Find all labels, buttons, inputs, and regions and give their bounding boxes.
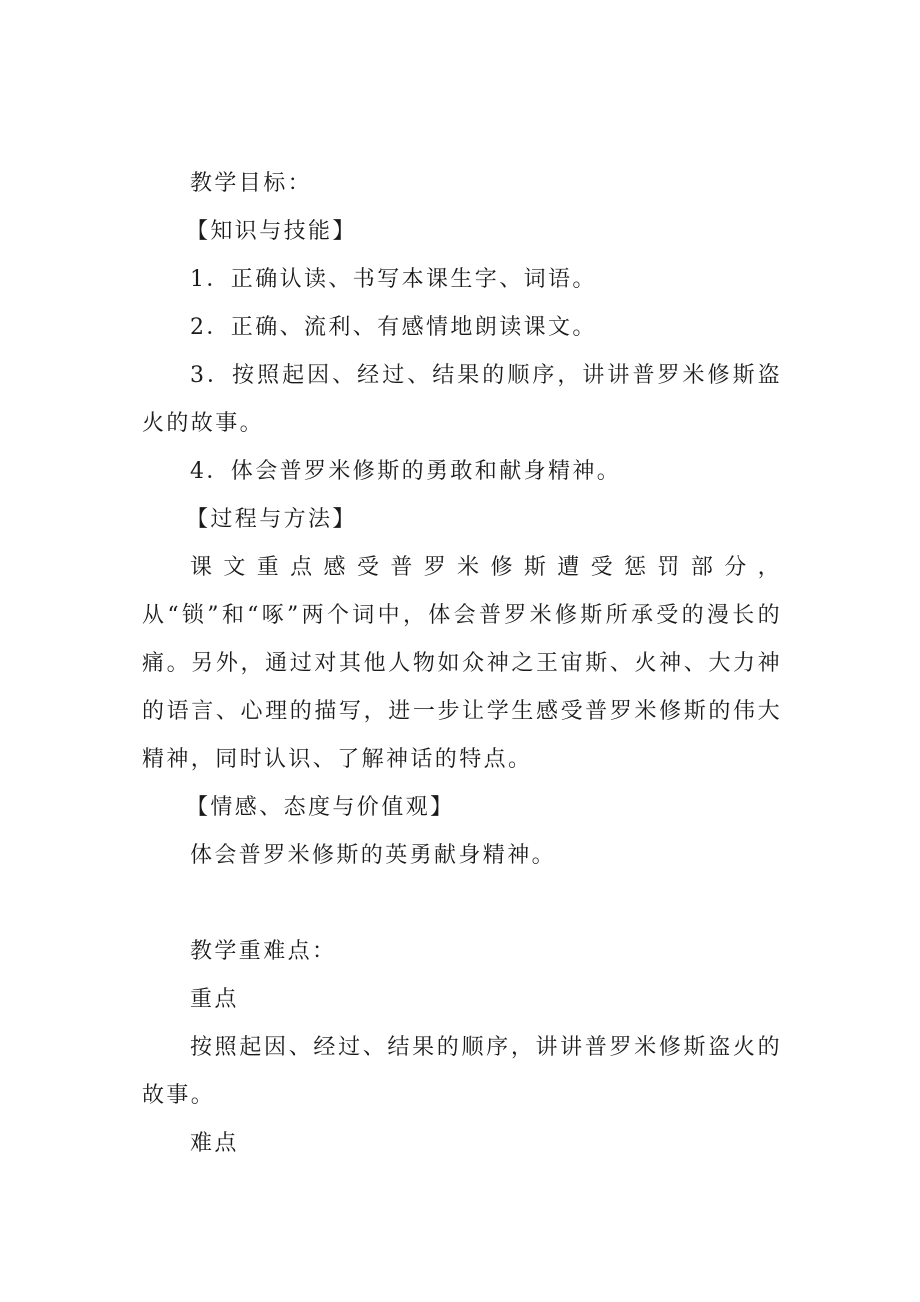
key-point-label: 重点 — [190, 987, 239, 1012]
objectives-heading: 教学目标： — [190, 171, 313, 196]
knowledge-skills-heading: 【知识与技能】 — [186, 219, 357, 244]
key-difficult-heading: 教学重难点： — [190, 939, 337, 964]
objective-item-3: 3．按照起因、经过、结果的顺序，讲讲普罗米修斯盗火的故事。 — [142, 363, 782, 436]
emotion-values-heading: 【情感、态度与价值观】 — [186, 795, 455, 820]
objective-item-2: 2．正确、流利、有感情地朗读课文。 — [190, 315, 597, 340]
emotion-values-paragraph: 体会普罗米修斯的英勇献身精神。 — [190, 843, 557, 868]
key-point-paragraph: 按照起因、经过、结果的顺序，讲讲普罗米修斯盗火的故事。 — [142, 1035, 782, 1108]
process-method-heading: 【过程与方法】 — [186, 507, 357, 532]
objective-item-1: 1．正确认读、书写本课生字、词语。 — [190, 267, 597, 292]
process-method-paragraph: 课文重点感受普罗米修斯遭受惩罚部分，从“锁”和“啄”两个词中，体会普罗米修斯所承受的漫长的痛。另外，通过对其他人物如众神之王宙斯、火神、大力神的语言、心理的描写，进一步让学生感受普罗米修斯的伟大精神，同时认识、了解神话的特点。 — [142, 555, 782, 772]
difficult-point-label: 难点 — [190, 1131, 239, 1156]
objective-item-4: 4．体会普罗米修斯的勇敢和献身精神。 — [190, 459, 622, 484]
